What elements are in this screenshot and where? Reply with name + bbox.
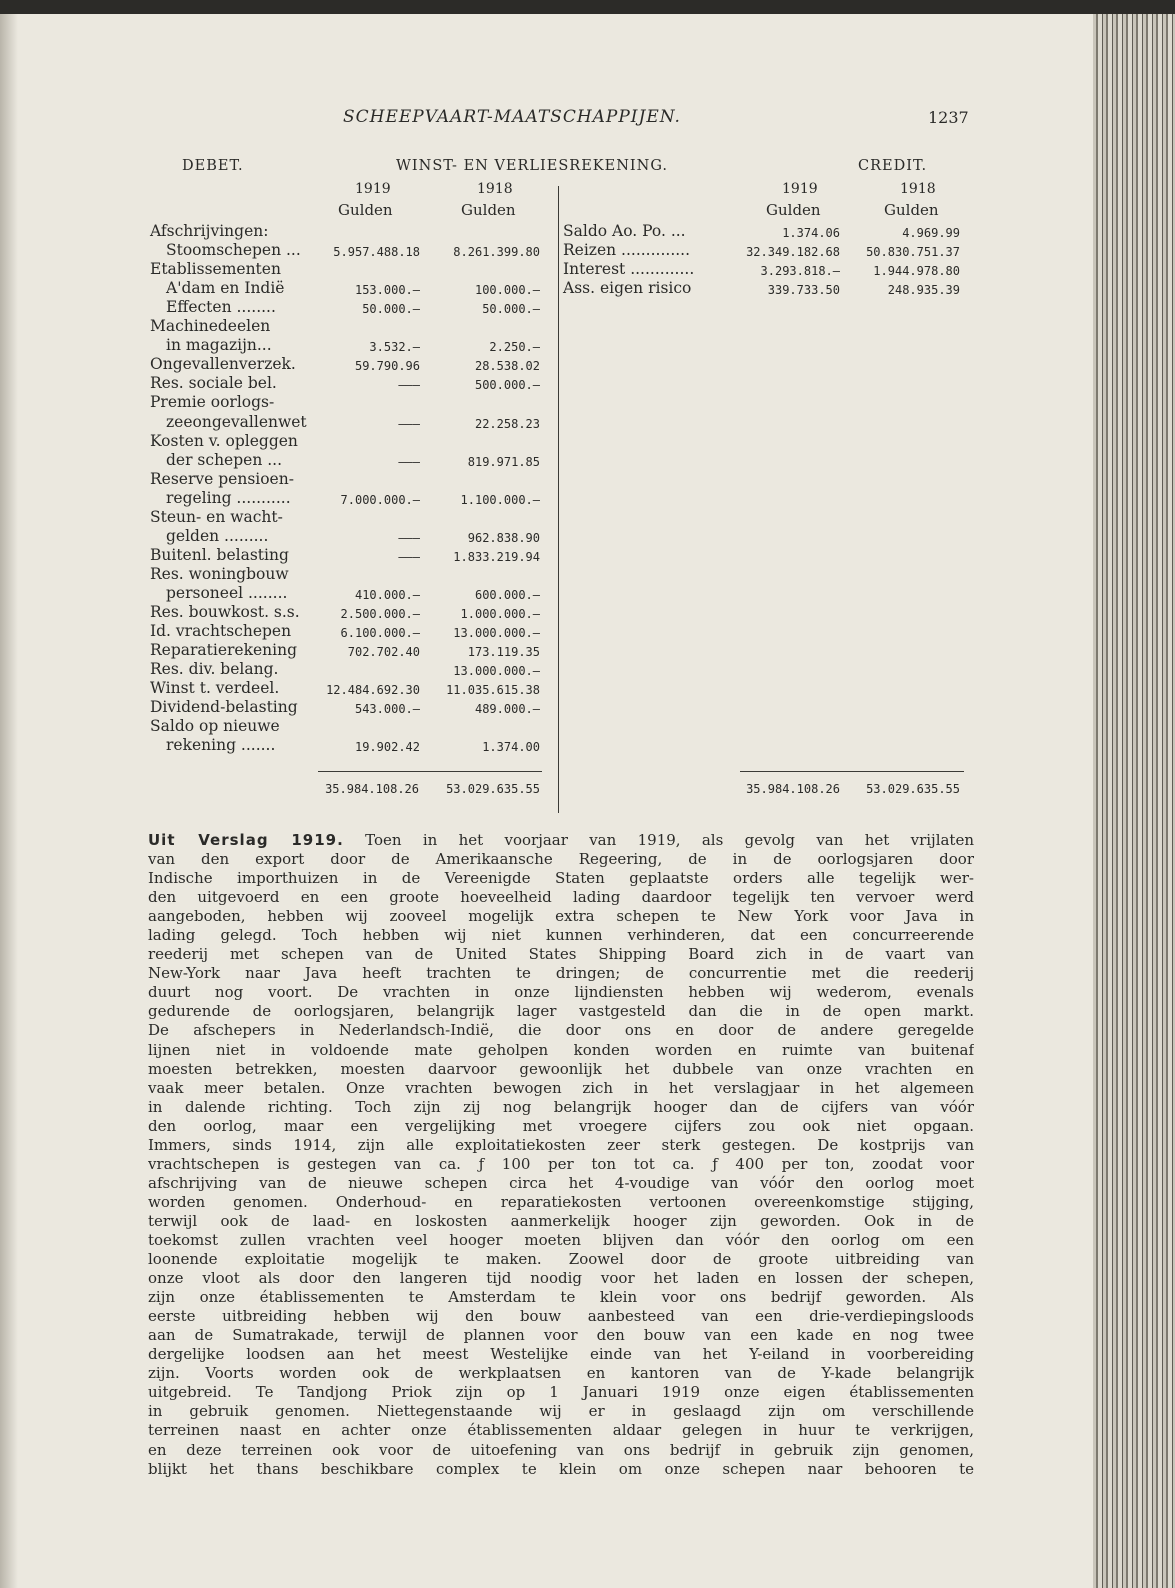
debit-row-value-1918: 962.838.90 xyxy=(467,531,540,545)
debit-row-value-1918: 13.000.000.— xyxy=(453,626,540,640)
debit-row-label: der schepen ... xyxy=(166,451,283,469)
debit-col-unit-1919: Gulden xyxy=(338,201,393,219)
debit-row-value-1918: 13.000.000.— xyxy=(453,664,540,678)
report-line: vaak meer betalen. Onze vrachten bewogen zich in het verslagjaar in het algemeen xyxy=(148,1078,974,1097)
debit-col-year-1919: 1919 xyxy=(355,181,391,197)
report-line: reederij met schepen van de United States Shipping Board zich in de vaart van xyxy=(148,945,974,964)
debit-row-value-1919: 5.957.488.18 xyxy=(333,245,420,259)
debit-row-value-1919: 12.484.692.30 xyxy=(326,683,420,697)
debit-row-value-1919: 6.100.000.— xyxy=(340,626,420,640)
report-lead: Uit Verslag 1919. xyxy=(148,831,344,849)
report-line: terreinen naast en achter onze établissementen aldaar gelegen in huur te verkrijgen, xyxy=(148,1421,974,1440)
credit-total-1919: 35.984.108.26 xyxy=(746,782,840,796)
debit-col-year-1918: 1918 xyxy=(477,181,513,197)
debit-row-label: Etablissementen xyxy=(150,260,281,278)
debit-row-label: Res. sociale bel. xyxy=(150,374,277,392)
column-divider xyxy=(558,186,559,813)
report-line-text: Toen in het voorjaar van 1919, als gevolg van het vrijlaten xyxy=(343,831,974,849)
report-line xyxy=(148,831,974,850)
debit-row-label: Res. woningbouw xyxy=(150,565,289,583)
debit-row-value-1918: 1.100.000.— xyxy=(460,493,540,507)
debit-row-label: Saldo op nieuwe xyxy=(150,717,280,735)
report-line: toekomst zullen vrachten veel hooger moeten blijven dan vóór den oorlog om een xyxy=(148,1230,974,1249)
report-line: terwijl ook de laad- en loskosten aanmerkelijk hooger zijn geworden. Ook in de xyxy=(148,1211,974,1230)
credit-total-1918: 53.029.635.55 xyxy=(866,782,960,796)
report-line: vrachtschepen is gestegen van ca. ƒ 100 per ton tot ca. ƒ 400 per ton, zoodat voor xyxy=(148,1154,974,1173)
debit-row-label: Afschrijvingen: xyxy=(150,222,269,240)
statement-title: WINST- EN VERLIESREKENING. xyxy=(396,158,668,174)
debit-row-value-1918: 100.000.— xyxy=(474,283,540,297)
credit-col-year-1919: 1919 xyxy=(782,181,818,197)
debit-row-label: Reserve pensioen- xyxy=(150,470,294,488)
report-line: en deze terreinen ook voor de uitoefening van ons bedrijf in gebruik zijn genomen, xyxy=(148,1440,974,1459)
debit-row-value-1919: 7.000.000.— xyxy=(340,493,420,507)
debit-row-value-1918: 8.261.399.80 xyxy=(453,245,540,259)
debit-row-label: regeling ........... xyxy=(166,489,291,507)
report-line: loonende exploitatie mogelijk te maken. Zoowel door de groote uitbreiding van xyxy=(148,1250,974,1269)
report-line: Immers, sinds 1914, zijn alle exploitatiekosten zeer sterk gestegen. De kostprijs van xyxy=(148,1135,974,1154)
debit-row-value-1919: 2.500.000.— xyxy=(340,607,420,621)
report-line: moesten betrekken, moesten daarvoor gewoonlijk het dubbele van onze vrachten en xyxy=(148,1059,974,1078)
report-line: in gebruik genomen. Niettegenstaande wij er in geslaagd zijn om verschillende xyxy=(148,1402,974,1421)
credit-row-value-1919: 1.374.06 xyxy=(782,226,840,240)
debit-row-label: personeel ........ xyxy=(166,584,288,602)
report-line: worden genomen. Onderhoud- en reparatiekosten vertoonen overeenkomstige stijging, xyxy=(148,1192,974,1211)
debit-row-value-1919: 410.000.— xyxy=(354,588,420,602)
credit-col-unit-1918: Gulden xyxy=(884,201,939,219)
debit-row-value-1919: 153.000.— xyxy=(354,283,420,297)
debit-row-label: rekening ....... xyxy=(166,736,276,754)
debit-row-label: Res. div. belang. xyxy=(150,660,279,678)
debit-row-label: in magazijn... xyxy=(166,336,272,354)
report-line: gedurende de oorlogsjaren, belangrijk lager vastgesteld dan die in de open markt. xyxy=(148,1002,974,1021)
debit-row-label: Machinedeelen xyxy=(150,317,271,335)
report-line: in dalende richting. Toch zijn zij nog belangrijk hooger dan de cijfers van vóór xyxy=(148,1097,974,1116)
debit-row-value-1919: 702.702.40 xyxy=(347,645,420,659)
debit-row-value-1918: 173.119.35 xyxy=(467,645,540,659)
debit-total-1919: 35.984.108.26 xyxy=(325,782,419,796)
debit-row-value-1919: 59.790.96 xyxy=(354,359,420,373)
report-line: New-York naar Java heeft trachten te dringen; de concurrentie met die reederij xyxy=(148,964,974,983)
debit-row-value-1919: 50.000.— xyxy=(362,302,420,316)
debit-row-label: Buitenl. belasting xyxy=(150,546,289,564)
debit-col-unit-1918: Gulden xyxy=(461,201,516,219)
debit-row-label: zeeongevallenwet xyxy=(166,413,307,431)
debit-row-value-1919: 19.902.42 xyxy=(354,740,420,754)
debit-row-value-1918: 500.000.— xyxy=(474,378,540,392)
debit-row-value-1919: ——— xyxy=(398,378,420,392)
debit-total-rule xyxy=(318,771,542,772)
debit-row-value-1918: 11.035.615.38 xyxy=(446,683,540,697)
debit-row-value-1919: 3.532.— xyxy=(369,340,420,354)
credit-row-value-1918: 50.830.751.37 xyxy=(866,245,960,259)
report-line: dergelijke loodsen aan het meest Westelijke einde van het Y-eiland in voorbereiding xyxy=(148,1345,974,1364)
debit-row-value-1918: 2.250.— xyxy=(489,340,540,354)
report-line: Indische importhuizen in de Vereenigde Staten geplaatste orders alle tegelijk wer- xyxy=(148,869,974,888)
debit-row-label: Kosten v. opleggen xyxy=(150,432,298,450)
debit-row-value-1919: 543.000.— xyxy=(354,702,420,716)
report-line: De afschepers in Nederlandsch-Indië, die door ons en door de andere geregelde xyxy=(148,1021,974,1040)
report-line: onze vloot als door den langeren tijd noodig voor het laden en lossen der schepen, xyxy=(148,1269,974,1288)
debit-total-1918: 53.029.635.55 xyxy=(446,782,540,796)
report-line: afschrijving van de nieuwe schepen circa het 4-voudige van vóór den oorlog moet xyxy=(148,1173,974,1192)
debit-row-value-1919: ——— xyxy=(398,531,420,545)
running-title: SCHEEPVAART-MAATSCHAPPIJEN. xyxy=(343,107,681,127)
debit-row-label: Effecten ........ xyxy=(166,298,276,316)
report-line: blijkt het thans beschikbare complex te klein om onze schepen naar behooren te xyxy=(148,1459,974,1478)
credit-row-value-1919: 32.349.182.68 xyxy=(746,245,840,259)
report-paragraph xyxy=(148,831,974,1479)
debit-row-label: Dividend-belasting xyxy=(150,698,298,716)
page-gutter-shadow xyxy=(0,14,18,1588)
debit-row-label: Premie oorlogs- xyxy=(150,393,275,411)
debit-row-label: Steun- en wacht- xyxy=(150,508,283,526)
report-line: den oorlog, maar een vergelijking met vroegere cijfers zou ook niet opgaan. xyxy=(148,1116,974,1135)
debit-row-label: Winst t. verdeel. xyxy=(150,679,280,697)
debit-row-label: Stoomschepen ... xyxy=(166,241,301,259)
debit-row-value-1919: ——— xyxy=(398,417,420,431)
credit-row-value-1919: 3.293.818.— xyxy=(760,264,840,278)
report-line: uitgebreid. Te Tandjong Priok zijn op 1 Januari 1919 onze eigen établissementen xyxy=(148,1383,974,1402)
credit-row-label: Saldo Ao. Po. ... xyxy=(563,222,686,240)
credit-col-unit-1919: Gulden xyxy=(766,201,821,219)
report-line: duurt nog voort. De vrachten in onze lijndiensten hebben wij wederom, evenals xyxy=(148,983,974,1002)
report-line: eerste uitbreiding hebben wij den bouw aanbesteed van een drie-verdiepingsloods xyxy=(148,1307,974,1326)
credit-total-rule xyxy=(740,771,964,772)
debit-row-label: A'dam en Indië xyxy=(166,279,285,297)
debit-row-value-1919: ——— xyxy=(398,455,420,469)
debit-row-value-1918: 600.000.— xyxy=(474,588,540,602)
report-line: zijn. Voorts worden ook de werkplaatsen en kantoren van de Y-kade belangrijk xyxy=(148,1364,974,1383)
debit-row-label: Reparatierekening xyxy=(150,641,298,659)
book-spine-edge xyxy=(1093,14,1175,1588)
debit-row-value-1918: 50.000.— xyxy=(482,302,540,316)
credit-row-value-1918: 1.944.978.80 xyxy=(873,264,960,278)
debit-row-label: Res. bouwkost. s.s. xyxy=(150,603,300,621)
report-line: lijnen niet in voldoende mate geholpen konden worden en ruimte van buitenaf xyxy=(148,1040,974,1059)
debit-row-label: Ongevallenverzek. xyxy=(150,355,296,373)
report-line: zijn onze établissementen te Amsterdam te klein voor ons bedrijf geworden. Als xyxy=(148,1288,974,1307)
debit-row-value-1918: 22.258.23 xyxy=(474,417,540,431)
debit-row-value-1918: 1.833.219.94 xyxy=(453,550,540,564)
debit-row-value-1918: 1.374.00 xyxy=(482,740,540,754)
report-line: den uitgevoerd en een groote hoeveelheid lading daardoor tegelijk ten vervoer werd xyxy=(148,888,974,907)
credit-row-value-1918: 248.935.39 xyxy=(887,283,960,297)
debit-row-value-1919: ——— xyxy=(398,550,420,564)
credit-row-value-1919: 339.733.50 xyxy=(767,283,840,297)
credit-row-label: Interest ............. xyxy=(563,260,695,278)
credit-row-label: Reizen .............. xyxy=(563,241,691,259)
credit-row-label: Ass. eigen risico xyxy=(563,279,692,297)
debit-row-value-1918: 28.538.02 xyxy=(474,359,540,373)
debit-row-label: Id. vrachtschepen xyxy=(150,622,292,640)
debit-row-value-1918: 489.000.— xyxy=(474,702,540,716)
debit-row-value-1918: 819.971.85 xyxy=(467,455,540,469)
debit-row-value-1918: 1.000.000.— xyxy=(460,607,540,621)
page-number: 1237 xyxy=(928,108,969,127)
report-line: aan de Sumatrakade, terwijl de plannen voor den bouw van een kade en nog twee xyxy=(148,1326,974,1345)
report-line: aangeboden, hebben wij zooveel mogelijk extra schepen te New York voor Java in xyxy=(148,907,974,926)
credit-col-year-1918: 1918 xyxy=(900,181,936,197)
report-line: van den export door de Amerikaansche Regeering, de in de oorlogsjaren door xyxy=(148,850,974,869)
debit-row-label: gelden ......... xyxy=(166,527,269,545)
credit-label: CREDIT. xyxy=(858,158,928,174)
debit-label: DEBET. xyxy=(182,158,244,174)
report-line: lading gelegd. Toch hebben wij niet kunnen verhinderen, dat een concurreerende xyxy=(148,926,974,945)
credit-row-value-1918: 4.969.99 xyxy=(902,226,960,240)
